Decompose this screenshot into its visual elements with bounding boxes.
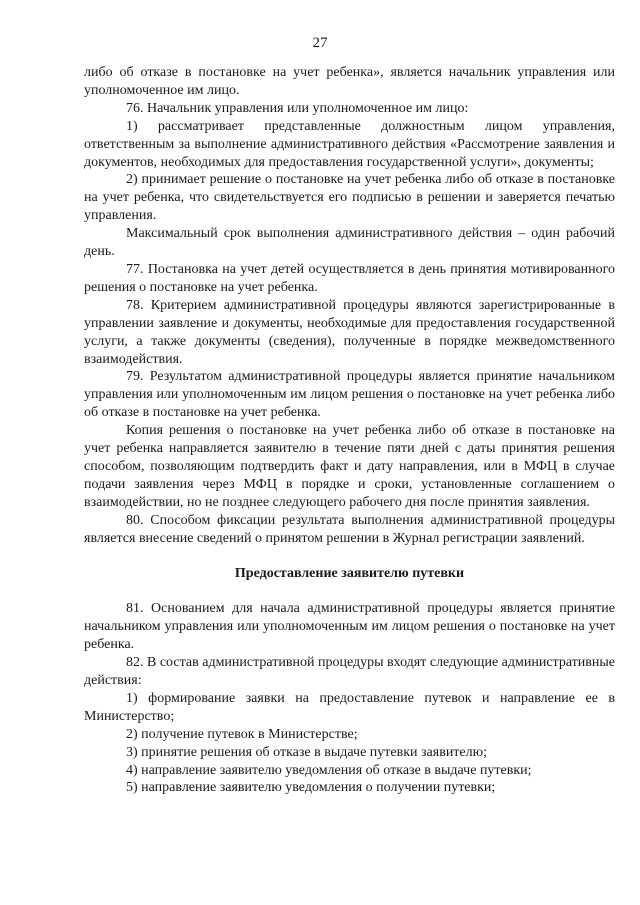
paragraph: 5) направление заявителю уведомления о получении путевки; [126, 780, 496, 796]
paragraph: 1) рассматривает представленные должностным лицом управления, ответственным за выполнение административного действия «Рассмотрение заявления и документов, необходимых для предоставления государственной услуги», документы; [84, 118, 615, 170]
paragraph: 81. Основанием для начала административной процедуры является принятие начальником управления или уполномоченным им лицом решения о постановке на учет ребенка. [84, 601, 615, 653]
page-number: 27 [312, 35, 328, 51]
top-paragraphs [84, 64, 615, 547]
paragraph: 3) принятие решения об отказе в выдаче путевки заявителю; [126, 744, 487, 760]
paragraph: 80. Способом фиксации результата выполнения административной процедуры является внесение сведений о принятом решении в Журнал регистрации заявлений. [84, 512, 615, 546]
paragraph: 82. В состав административной процедуры входят следующие административные действия: [84, 655, 616, 688]
paragraph: 4) направление заявителю уведомления об отказе в выдаче путевки; [126, 762, 532, 778]
bottom-paragraphs [84, 600, 615, 797]
paragraph: 2) получение путевок в Министерстве; [126, 726, 358, 742]
paragraph: Копия решения о постановке на учет ребенка либо об отказе в постановке на учет ребенка направляется заявителю в течение пяти дней с даты принятия решения способом, позволяющим подтвердить факт и дату направления, или в МФЦ в случае подачи заявления через МФЦ в порядке и сроки, установленные соглашением о взаимодействии, но не позднее следующего рабочего дня после принятия заявления. [84, 423, 615, 510]
paragraph: 76. Начальник управления или уполномоченное им лицо: [126, 100, 469, 116]
paragraph: 77. Постановка на учет детей осуществляется в день принятия мотивированного решения о постановке на учет ребенка. [84, 261, 615, 295]
paragraph: либо об отказе в постановке на учет ребенка», является начальник управления или уполномоченное им лицо. [84, 65, 615, 98]
paragraph: 2) принимает решение о постановке на учет ребенка либо об отказе в постановке на учет ребенка, что свидетельствуется его подписью в решении и заверяется печатью управления. [84, 172, 615, 224]
paragraph: 1) формирование заявки на предоставление путевок и направление ее в Министерство; [84, 690, 615, 724]
paragraph: Максимальный срок выполнения административного действия – один рабочий день. [84, 226, 615, 260]
paragraph: 78. Критерием административной процедуры являются зарегистрированные в управлении заявление и документы, необходимые для предоставления государственной услуги, а также документы (сведения), полученные в порядке межведомственного взаимодействия. [84, 297, 615, 367]
section-heading: Предоставление заявителю путевки [234, 566, 465, 582]
document-body [84, 64, 615, 797]
paragraph: 79. Результатом административной процедуры является принятие начальником управления или уполномоченным им лицом решения о постановке на учет ребенка либо об отказе в постановке на учет ребенка. [84, 369, 615, 421]
